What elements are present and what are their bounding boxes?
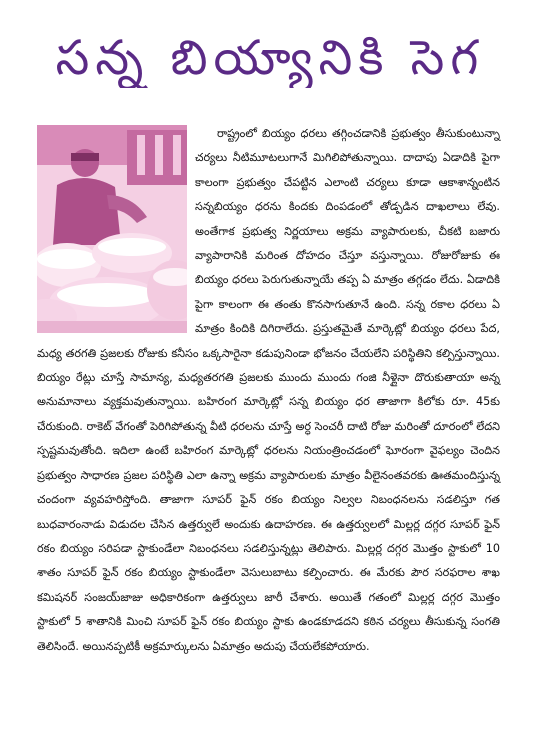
headline: సన్న బియ్యానికి సెగ	[55, 30, 485, 86]
article-text: రాష్ట్రంలో బియ్యం ధరలు తగ్గించడానికి ప్రభుత్వం తీసుకుంటున్నా చర్యలు నీటిమూటలుగానే మిగిలిపోతున్నాయి. దాదాపు ఏడాదికి పైగా కాలంగా ప్రభుత్వం చేపట్టిన ఎలాంటి చర్యలు కూడా ఆకాశాన్నంటిన సన్నబియ్యం ధరను కిందకు దింపడంలో తోడ్పడిన దాఖలాలు లేవు. అంతేగాక ప్రభుత్వ నిర్ణయాలు అక్రమ వ్యాపారులకు, చీకటి బజారు వ్యాపారానికి మరింత దోహదం చేస్తూ వస్తున్నాయి. రోజురోజుకు ఈ బియ్యం ధరలు పెరుగుతున్నాయే తప్ప ఏ మాత్రం తగ్గడం లేదు. ఏడాదికి పైగా కాలంగా ఈ తంతు కొనసాగుతూనే ఉంది. సన్న రకాల ధరలు ఏ మాత్రం కిందికి దిగిరాలేదు. ప్రస్తుతమైతే మార్కెట్లో బియ్యం ధరలు పేద, మధ్య తరగతి ప్రజలకు రోజుకు కనీసం ఒక్కసారైనా కడుపునిండా భోజనం చేయలేని పరిస్థితిని కల్పిస్తున్నాయి. బియ్యం రేట్లు చూస్తే సామాన్య, మధ్యతరగతి ప్రజలకు ముందు ముందు గంజి నీళ్లైనా దొరుకుతాయా అన్న అనుమానాలు వ్యక్తమవుతున్నాయి. బహిరంగ మార్కెట్లో సన్న బియ్యం ధర తాజాగా కిలోకు రూ. 45కు చేరుకుంది. రాకెట్ వేగంతో పెరిగిపోతున్న వీటి ధరలను చూస్తే అర్ధ సెంచరీ దాటి రోజు మరింతో దూరంలో లేదని స్పష్టమవుతోంది. ఇదిలా ఉంటే బహిరంగ మార్కెట్లో ధరలను నియంత్రించడంలో ఘోరంగా వైఫల్యం చెందిన ప్రభుత్వం సాధారణ ప్రజల పరిస్థితి ఎలా ఉన్నా అక్రమ వ్యాపారులకు మాత్రం వీలైనంతవరకు ఊతమందిస్తున్న చందంగా వ్యవహరిస్తోంది. తాజాగా సూపర్ ఫైన్ రకం బియ్యం నిల్వల నిబంధనలను సడలిస్తూ గత బుధవారంనాడు విడుదల చేసిన ఉత్తర్వులే అందుకు ఉదాహరణ. ఈ ఉత్తర్వులలో మిల్లర్ల దగ్గర సూపర్ ఫైన్ రకం బియ్యం సరిపడా స్టాకుండేలా నిబంధనలు సడలిస్తున్నట్లు తెలిపారు. మిల్లర్ల దగ్గర మొత్తం స్టాకులో 10 శాతం సూపర్ ఫైన్ రకం బియ్యం స్టాకుండేలా వెసులుబాటు కల్పించారు. ఈ మేరకు పౌర సరఫరాల శాఖ కమిషనర్ సంజయ్‌జాజు అధికారికంగా ఉత్తర్వులు జారీ చేశారు. అయితే గతంలో మిల్లర్ల దగ్గర మొత్తం స్టాకులో 5 శాతానికి మించి సూపర్ ఫైన్ రకం బియ్యం స్టాకు ఉండకూడదని కఠిన చర్యలు తీసుకున్న సంగతి తెలిసిందే. అయినప్పటికీ అక్రమార్కులను ఏమాత్రం అదుపు చేయలేకపోయారు.	[37, 127, 500, 653]
photo-spacer	[37, 122, 195, 340]
article-body	[37, 122, 500, 659]
